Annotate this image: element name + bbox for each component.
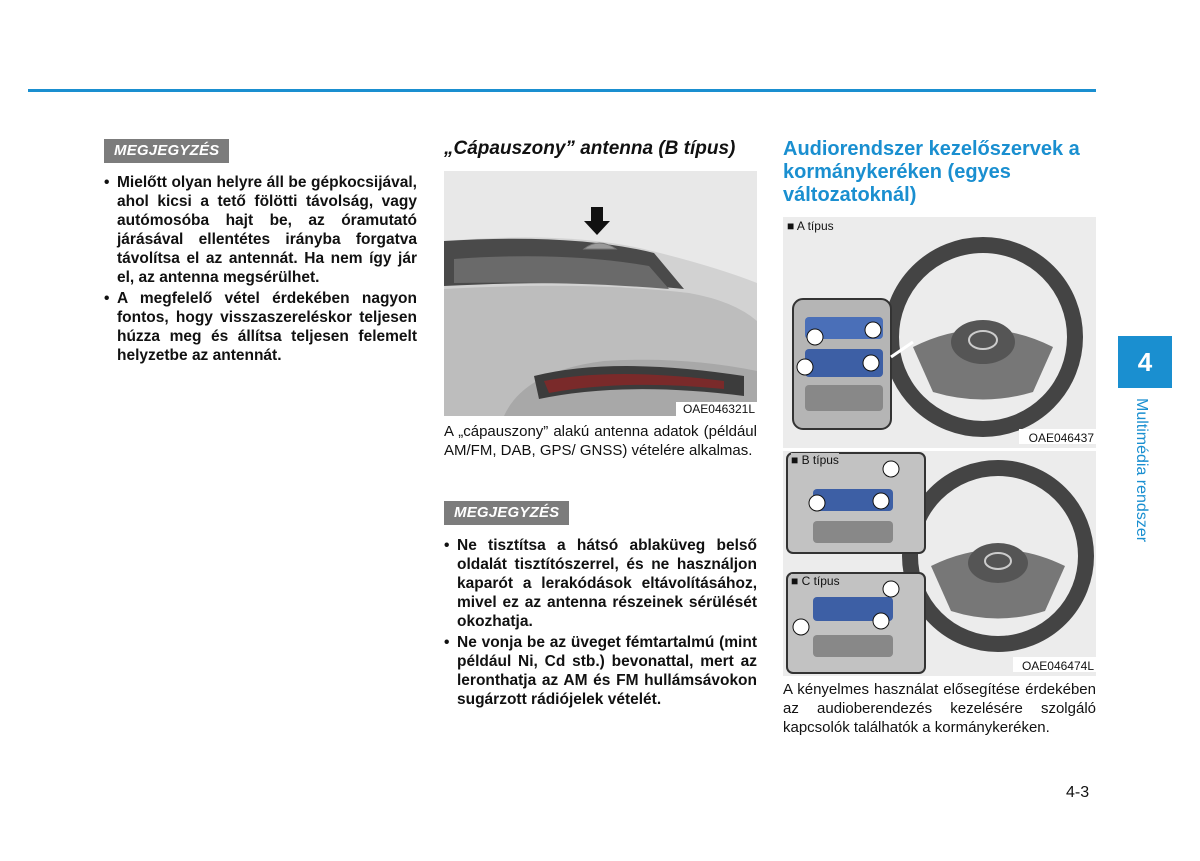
image-code: OAE046321L: [682, 402, 755, 416]
car-rear-illustration: [444, 171, 757, 416]
note-list: [104, 173, 417, 367]
list-item: • Ne tisztítsa a hátsó ablaküveg belső oldalát tisztítószerrel, és ne használjon kaparót a lerakódások eltávolításához, mivel ez az antenna részeinek sérülését okozhatja.: [444, 536, 757, 631]
image-code: OAE046437: [1028, 431, 1094, 445]
section-heading: „Cápauszony” antenna (B típus): [444, 138, 736, 159]
page-number: 4-3: [1066, 784, 1090, 801]
body-paragraph: A kényelmes használat elősegítése érdekében az audioberendezés kezelésére szolgáló kapcsolók találhatók a kormánykeréken.: [783, 681, 1096, 736]
note-list: [444, 536, 757, 711]
steering-wheel-a-illustration: [783, 217, 1096, 448]
note-badge: MEGJEGYZÉS: [104, 139, 229, 163]
list-item: • A megfelelő vétel érdekében nagyon fontos, hogy visszaszereléskor teljesen húzza meg és állítsa teljesen felemelt helyzetbe az antennát.: [104, 289, 417, 365]
figure-label: ■ A típus: [787, 219, 834, 233]
figure-label: ■ B típus: [791, 453, 839, 467]
body-paragraph: A „cápauszony” alakú antenna adatok (például AM/FM, DAB, GPS/ GNSS) vételére alkalmas.: [444, 423, 757, 459]
steering-figure-a: [783, 217, 1096, 448]
steering-figure-bc: [783, 451, 1096, 676]
list-item: • Ne vonja be az üveget fémtartalmú (mint például Ni, Cd stb.) bevonattal, mert az leronthatja az AM és FM hullámsávokon sugárzott rádiójelek vételét.: [444, 633, 757, 709]
chapter-title: [1132, 398, 1152, 568]
image-code: OAE046474L: [1021, 659, 1094, 673]
chapter-tab: 4: [1118, 336, 1172, 388]
header-rule: [28, 89, 1096, 92]
antenna-figure: [444, 171, 757, 416]
steering-wheel-bc-illustration: [783, 451, 1096, 676]
chapter-title-text: Multimédia rendszer: [1133, 398, 1150, 543]
section-heading: Audiorendszer kezelőszervek a kormánykeréken (egyes változatoknál): [783, 138, 1080, 206]
note-badge: MEGJEGYZÉS: [444, 501, 569, 525]
figure-label: ■ C típus: [791, 574, 840, 588]
list-item: • Mielőtt olyan helyre áll be gépkocsijával, ahol kicsi a tető fölötti távolság, vagy autómosóba hajt be, az óramutató járásával ellentétes irányba forgatva távolítsa el az antennát. Ha nem így jár el, az antenna megsérülhet.: [104, 173, 417, 287]
